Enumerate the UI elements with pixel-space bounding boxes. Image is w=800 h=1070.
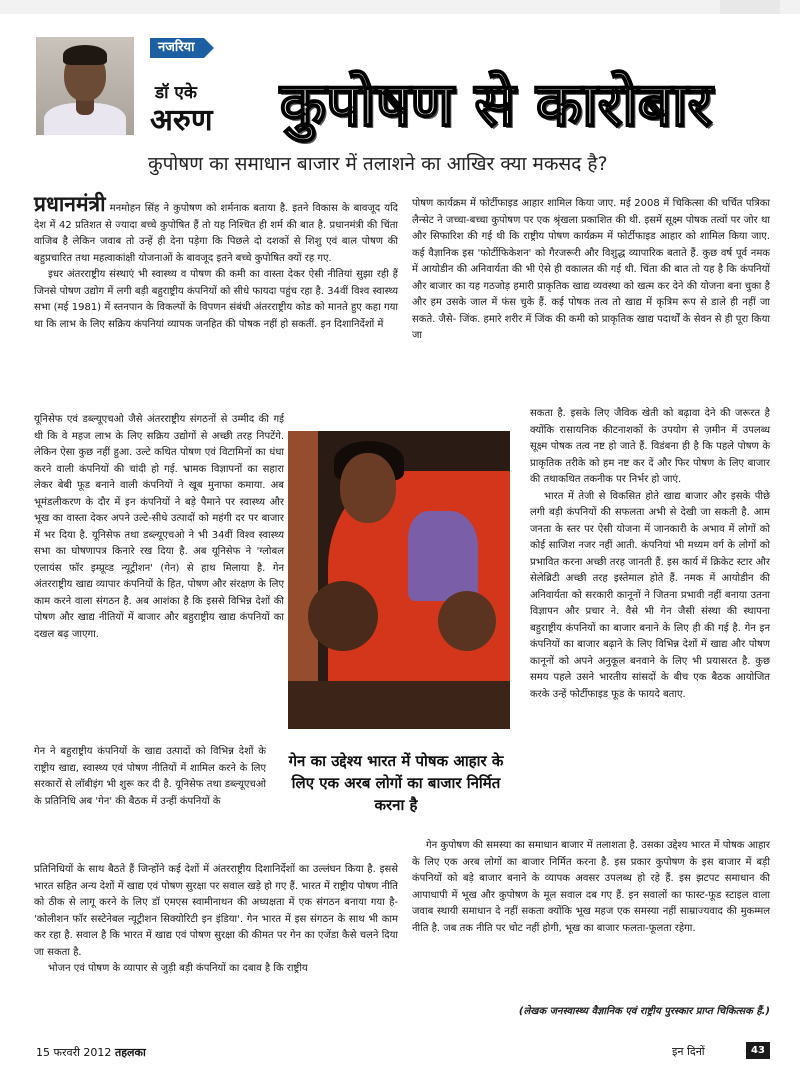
article-col2-mid (530, 406, 770, 703)
footer-column: इन दिनों (672, 1045, 705, 1058)
pull-quote: गेन का उद्देश्य भारत में पोषक आहार के लिए एक अरब लोगों का बाजार निर्मित करना है (288, 752, 504, 814)
page-number: 43 (746, 1042, 770, 1059)
lead-paragraph: मनमोहन सिंह ने कुपोषण को शर्मनाक बताया है. इतने विकास के बावजूद यदि देश में 42 प्रतिशत से ज्यादा बच्चे कुपोषित हैं तो यह निश्चित ही शर्म की बात है. प्रधानमंत्री की चिंता वाजिब है लेकिन जवाब तो उन्हें ही देना पड़ेगा कि पिछले दो दशकों से शिशु एवं बाल पोषण की बहुप्रचारित तथा महत्वाकांक्षी योजनाओं के बावजूद इतने बच्चे कुपोषित क्यों रह गए. (34, 203, 398, 264)
subheadline: कुपोषण का समाधान बाजार में तलाशने का आखिर क्या मकसद है? (148, 153, 608, 175)
footer-date (36, 1045, 146, 1060)
article-photo (288, 431, 510, 729)
paragraph: प्रतिनिधियों के साथ बैठते हैं जिन्होंने कई देशों में अंतरराष्ट्रीय दिशानिर्देशों का उल्लंघन किया है. इससे भारत सहित अन्य देशों में खाद्य एवं पोषण सुरक्षा पर सवाल खड़े हो गए हैं. भारत में राष्ट्रीय पोषण नीति को ठीक से लागू करने के लिए डॉ एमएस स्वामीनाथन की अध्यक्षता में एक संगठन बनाया गया है- 'कोलीशन फॉर सस्टेनेबल न्यूट्रीशन सिक्योरिटी इन इंडिया'. गेन भारत में इस संगठन के साथ भी काम कर रहा है. सवाल है कि भारत में खाद्य एवं पोषण सुरक्षा की कीमत पर गेन का एजेंडा कैसे चलने दिया जा सकता है. (34, 864, 398, 958)
author-photo (36, 37, 134, 135)
issue-date: 15 फरवरी 2012 (36, 1046, 112, 1059)
top-bar-fade (720, 0, 780, 14)
headline: कुपोषण से कारोबार (280, 70, 713, 140)
author-prefix: डॉ एके (155, 83, 197, 103)
paragraph: भोजन एवं पोषण के व्यापार से जुड़ी बड़ी कंपनियों का दबाव है कि राष्ट्रीय (48, 963, 308, 974)
section-tag: नजरिया (150, 38, 204, 58)
page-top-bar (0, 0, 800, 14)
paragraph: भारत में तेजी से विकसित होते खाद्य बाजार और इसके पीछे लगी बड़ी कंपनियों की सफलता अभी से देखी जा सकती है. आम जनता के स्तर पर ऐसी योजना में जानकारी के अभाव में लोगों को कोई साजिश नजर नहीं आती. कंपनियां भी मध्यम वर्ग के लोगों को प्रभावित करना अच्छी तरह जानती हैं. इस कार्य में क्रिकेट स्टार और सेलेब्रिटी अच्छी तरह इस्तेमाल होते हैं. नमक में आयोडीन की अनिवार्यता को सरकारी कानूनों ने जितना प्रभावी नहीं बनाया उतना विज्ञापन और प्रचार ने. वैसे भी गेन जैसी संस्था की स्थापना बहुराष्ट्रीय कंपनियों का बाजार बनाने के लिए ही की गई है. गेन इन कंपनियों का बाजार बढ़ाने के लिए विभिन्न देशों में खाद्य और पोषण कानूनों को अपने अनुकूल बनवाने के लिए भी प्रयासरत है. कुछ समय पहले उसने भारतीय सांसदों के बीच एक बैठक आयोजित करके उन्हें फोर्टीफाइड फूड के फायदे बताए. (530, 490, 770, 700)
article-col1-low: गेन ने बहुराष्ट्रीय कंपनियों के खाद्य उत्पादों को विभिन्न देशों के राष्ट्रीय खाद्य, स्वास्थ्य एवं पोषण नीतियों में शामिल करने के लिए सरकारों से लॉबीइंग भी शुरू कर दी है. यूनिसेफ तथा डब्ल्यूएचओ के प्रतिनिधि अब 'गेन' की बैठक में उन्हीं कंपनियों के (34, 746, 266, 807)
article-col1-top (34, 192, 398, 333)
lead-word: प्रधानमंत्री (34, 192, 106, 216)
article-col1-mid: यूनिसेफ एवं डब्ल्यूएचओ जैसे अंतरराष्ट्रीय संगठनों से उम्मीद की गई थी कि वे महज लाभ के लिए सक्रिय उद्योगों से अच्छी तरह निपटेंगे. लेकिन ऐसा कुछ नहीं हुआ. उल्टे कथित पोषण एवं विटामिनों का धंधा करने वाली कंपनियों की चांदी हो गई. भ्रामक विज्ञापनों का सहारा लेकर बेबी फूड बनाने वाली कंपनियों ने खूब मुनाफा कमाया. अब भूमंडलीकरण के दौर में इन कंपनियों ने बड़े पैमाने पर स्वास्थ्य और भूख का वास्ता देकर अपने उल्टे-सीधे उत्पादों को महंगी दर पर बाजार में भर दिया है. यूनिसेफ तथा डब्ल्यूएचओ ने भी 34वीं विश्व स्वास्थ्य सभा का घोषणापत्र किनारे रख दिया है. अब यूनिसेफ ने 'ग्लोबल एलायंस फॉर इम्प्रूव्ड न्यूट्रीशन' (गेन) से हाथ मिलाया है. गेन अंतरराष्ट्रीय खाद्य व्यापार कंपनियों के हित, पोषण और संरक्षण के लिए काम करने वाला संगठन है. अब आशंका है कि इससे विभिन्न देशों की पोषण और खाद्य नीतियों में बाजार और बहुराष्ट्रीय खाद्य कंपनियों का दखल बढ़ जाएगा. (34, 414, 284, 640)
author-name: अरुण (150, 103, 213, 138)
article-col2-top: पोषण कार्यक्रम में फोर्टीफाइड आहार शामिल किया जाए. मई 2008 में चिकित्सा की चर्चित पत्रिका लैन्सेट ने जच्चा-बच्चा कुपोषण पर एक श्रृंखला प्रकाशित की थी. इसमें सूक्ष्म पोषक तत्वों पर जोर था और सिफारिश की गई थी कि राष्ट्रीय पोषण कार्यक्रम में फोर्टीफाइड आहार को शामिल किया जाए. कई वैज्ञानिक इस 'फोर्टीफिकेशन' को गैरजरूरी और विशुद्ध व्यापारिक बताते हैं. कुछ वर्ष पूर्व नमक में आयोडीन की अनिवार्यता की भी ऐसे ही वकालत की गई थी. चिंता की बात तो यह है कि कंपनियों और बाजार का यह गठजोड़ हमारी प्राकृतिक खाद्य व्यवस्था को खत्म कर देने की योजना बना चुका है और हम उसके जाल में फंस चुके हैं. कई पोषक तत्व तो खाद्य में कृत्रिम रूप से डाले ही नहीं जा सकते. जैसे- जिंक. हमारे शरीर में जिंक की कमी को प्राकृतिक खाद्य पदार्थों के सेवन से ही पूरा किया जा (412, 198, 770, 341)
author-note: (लेखक जनस्वास्थ्य वैज्ञानिक एवं राष्ट्रीय पुरस्कार प्राप्त चिकित्सक हैं.) (518, 1006, 770, 1017)
magazine-name: तहलका (114, 1046, 146, 1059)
paragraph: सकता है. इसके लिए जैविक खेती को बढ़ावा देने की जरूरत है क्योंकि रासायनिक कीटनाशकों के उपयोग से ज़मीन में उपलब्ध सूक्ष्म पोषक तत्व नष्ट हो जाते हैं. विडंबना ही है कि पहले पोषण के प्राकृतिक तरीके को हम नष्ट कर दें और फिर पोषण के लिए बाजार की तथाकथित तकनीक पर निर्भर हो जाएं. (530, 408, 770, 485)
article-col1-bottom (34, 862, 398, 978)
paragraph: इधर अंतरराष्ट्रीय संस्थाएं भी स्वास्थ्य व पोषण की कमी का वास्ता देकर ऐसी नीतियां सुझा रही हैं जिनसे पोषण उद्योग में लगी बड़ी बहुराष्ट्रीय कंपनियों को सीधे फायदा पहुंच रहा है. 34वीं विश्व स्वास्थ्य सभा (मई 1981) में स्तनपान के विकल्पों के विपणन संबंधी अंतरराष्ट्रीय कोड को मानते हुए कहा गया था कि लाभ के लिए सक्रिय कंपनियां व्यापक जनहित की पोषक नहीं हो सकतीं. इन दिशानिर्देशों में (34, 269, 398, 330)
article-col2-bottom: गेन कुपोषण की समस्या का समाधान बाजार में तलाशता है. उसका उद्देश्य भारत में पोषक आहार के लिए एक अरब लोगों का बाजार निर्मित करना है. इस प्रकार कुपोषण के इस बाजार में बड़ी कंपनियों को बड़े बाजार बनाने के व्यापक अवसर उपलब्ध हो रहे हैं. इस झटपट समाधान की आपाधापी में भूख और कुपोषण के मूल सवाल दब गए हैं. इन सवालों का फास्ट-फूड स्टाइल वाला जवाब स्थायी समाधान दे नहीं सकता क्योंकि भूख महज एक समस्या नहीं साम्राज्यवाद की मुकम्मल नीति है. जब तक नीति पर चोट नहीं होगी, भूख का बाजार फलता-फूलता रहेगा. (412, 840, 770, 934)
